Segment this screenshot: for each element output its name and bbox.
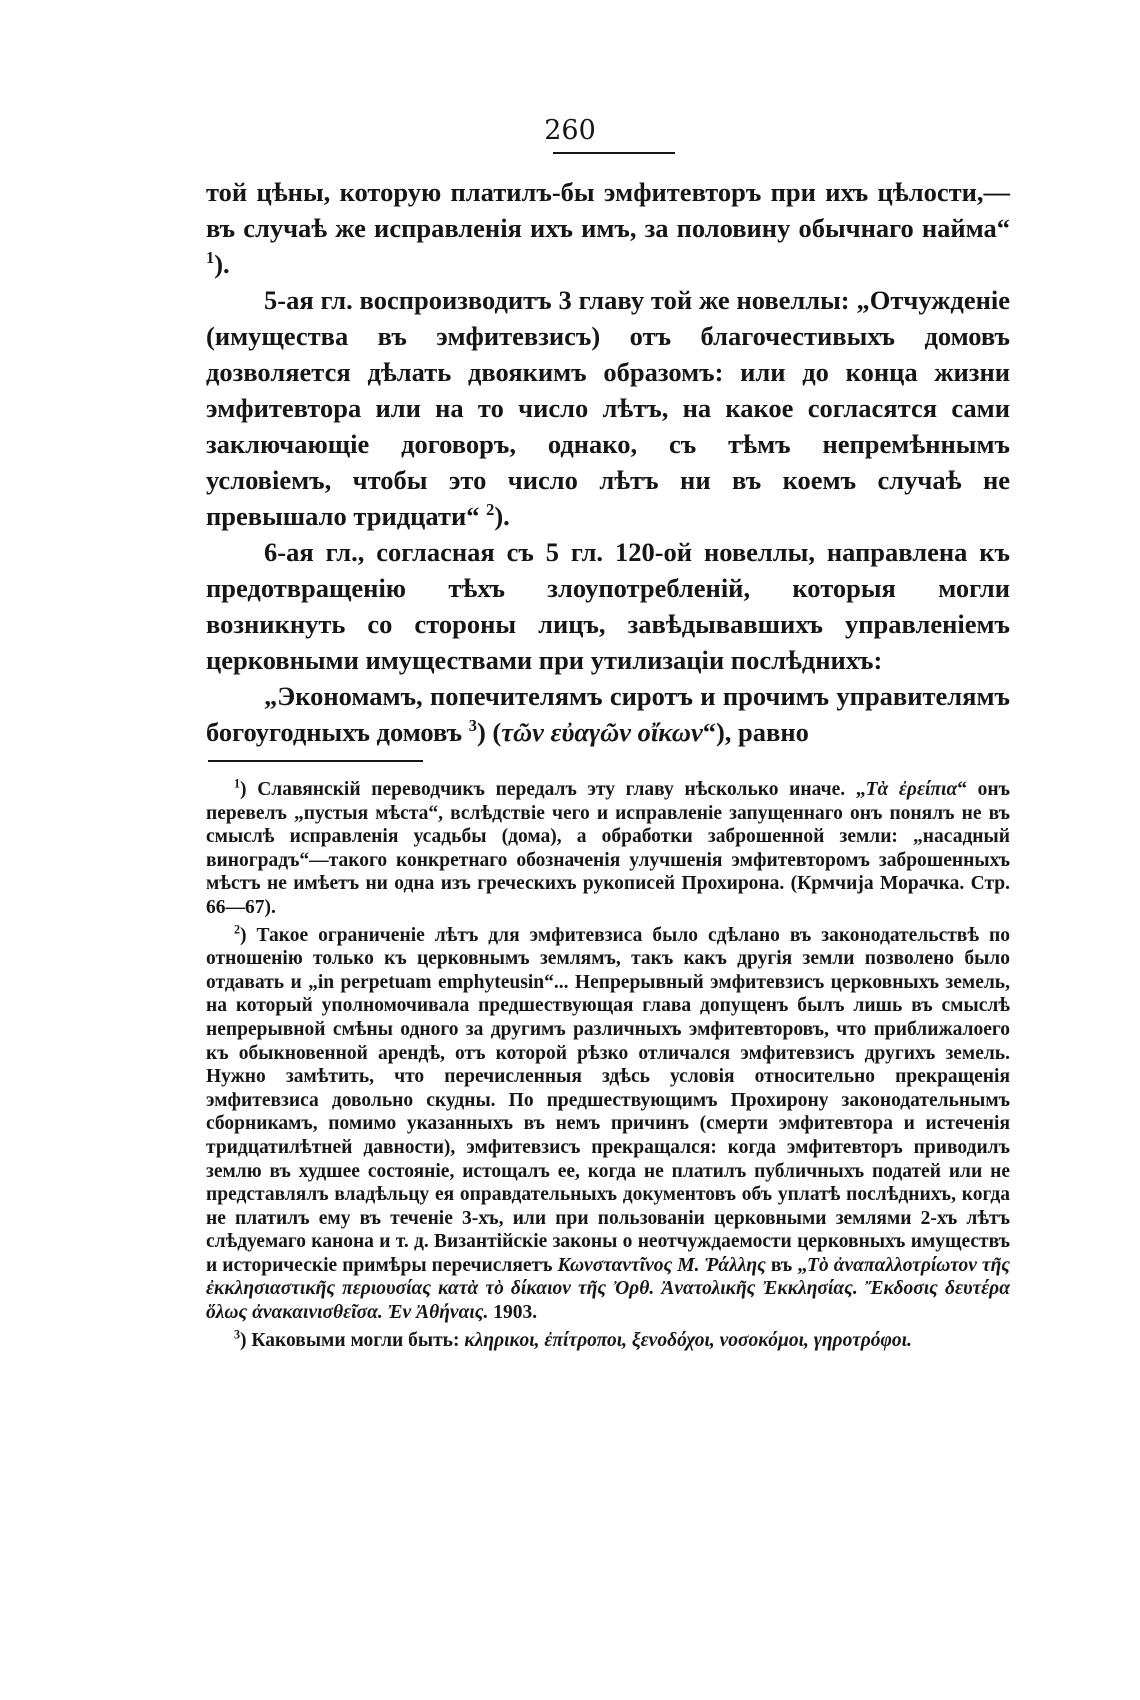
footnote-1-text-a: ) Славянскій переводчикъ передалъ эту главу нѣсколько иначе. „ — [240, 779, 866, 800]
footnote-ref-1: 1 — [206, 248, 215, 268]
footnote-1-mark: 1 — [234, 776, 241, 791]
footnote-1-greek: Τὰ ἐρείπια — [865, 779, 958, 800]
paragraph-2 — [206, 282, 1010, 534]
footnote-ref-3: 3 — [468, 716, 477, 736]
paragraph-4-mid: ) ( — [476, 717, 502, 747]
page-number: 260 — [544, 115, 596, 146]
paragraph-4-text: „Экономамъ, попечителямъ сиротъ и прочимъ управителямъ богоугодныхъ домовъ — [206, 681, 1010, 747]
footnote-3-mark: 3 — [234, 1327, 241, 1342]
footnote-2-text: ) Такое ограниченіе лѣтъ для эмфитевзиса было сдѣлано въ законодательствѣ по отношенію только къ церковнымъ землямъ, такъ какъ другія земли позволено было отдавать и „in perpetuam emphyteusin“... Непрерывный эмфитевзисъ церковныхъ земель, на который уполномочивала предшествующая глава допущенъ былъ лишь въ смыслѣ непрерывной смѣны одного за другимъ различныхъ эмфитевторовъ, что приближалоего къ обыкновенной арендѣ, отъ которой рѣзко отличался эмфитевзисъ другихъ земель. Нужно замѣтить, что перечисленныя здѣсь условія относительно прекращенія эмфитевзиса довольно скудны. По предшествующимъ Прохирону законодательнымъ сборникамъ, помимо указанныхъ въ немъ причинъ (смерти эмфитевтора и истеченія тридцатилѣтней давности), эмфитевзисъ прекращался: когда эмфитевторъ приводилъ землю въ худшее состояніе, истощалъ ее, когда не платилъ публичныхъ податей или не представлялъ владѣльцу ея оправдательныхъ документовъ объ уплатѣ послѣднихъ, когда не платилъ ему въ теченіе 3-хъ, или при пользованіи церковными землями 2-хъ лѣтъ слѣдуемаго канона и т. д. Византійскіе законы о неотчуждаемости церковныхъ имуществъ и историческіе примѣры перечисляетъ — [206, 924, 1010, 1276]
paragraph-4 — [206, 678, 1010, 750]
main-text — [206, 174, 1010, 750]
paragraph-3: 6-ая гл., согласная съ 5 гл. 120-ой новеллы, направлена къ предотвращенію тѣхъ злоупотребленій, которыя могли возникнуть со стороны лицъ, завѣдывавшихъ управленіемъ церковными имуществами при утилизаціи послѣднихъ: — [206, 537, 1010, 675]
paragraph-1 — [206, 174, 1010, 282]
footnote-ref-2: 2 — [486, 500, 495, 520]
paragraph-4-greek: τῶν εὐαγῶν οἴκων — [501, 717, 703, 747]
footnote-1 — [206, 778, 1010, 920]
page-number-rule — [553, 152, 675, 154]
paragraph-2-text: 5-ая гл. воспроизводитъ 3 главу той же новеллы: „Отчужденіе (имущества въ эмфитевзисъ) отъ благочестивыхъ домовъ дозволяется дѣлать двоякимъ образомъ: или до конца жизни эмфитевтора или на то число лѣтъ, на какое согласятся сами заключающіе договоръ, однако, съ тѣмъ непремѣннымъ условіемъ, чтобы это число лѣтъ ни въ коемъ случаѣ не превышало тридцати“ — [206, 285, 1010, 531]
footnote-2-author: Κωνσταντῖνος Μ. Ῥάλλης — [557, 1254, 766, 1276]
footnote-3-text: ) Каковыми могли быть: — [240, 1329, 465, 1351]
footnote-3 — [206, 1329, 1010, 1353]
paragraph-1-end: ). — [214, 249, 230, 279]
paragraph-1-text: той цѣны, которую платилъ-бы эмфитевторъ при ихъ цѣлости,—въ случаѣ же исправленія ихъ имъ, за половину обычнаго найма“ — [206, 177, 1010, 243]
paragraph-2-end: ). — [494, 501, 510, 531]
footnote-1-text-b: “ онъ перевелъ „пустыя мѣста“, вслѣдствіе чего и исправленіе запущеннаго онъ понялъ не въ смыслѣ исправленія усадьбы (дома), а обработки заброшенной земли: „насадный виноградъ“—такого конкретнаго обозначенія улучшенія эмфитевторомъ заброшенныхъ мѣстъ не имѣетъ ни одна изъ греческихъ рукописей Прохирона. (Крмчија Морачка. Стр. 66—67). — [206, 779, 1011, 918]
footnote-separator — [208, 760, 423, 762]
footnote-2-title: Τὸ ἀναπαλλοτρίωτον τῆς ἐκκλησιαστικῆς περιουσίας κατὰ τὸ δίκαιον τῆς Ὀρθ. Ἀνατολικῆς Ἐκκλησίας. Ἔκδοσις δευτέρα ὅλως ἀνακαινισθεῖσα. Ἐν Ἀθήναις. — [206, 1254, 1010, 1324]
footnote-2-year: 1903. — [488, 1302, 538, 1324]
footnote-2 — [206, 924, 1010, 1325]
footnote-3-greek: κληρικοι, ἐπίτροποι, ξενοδόχοι, νοσοκόμοι, γηροτρόφοι. — [464, 1329, 912, 1351]
footnote-2-mid: въ „ — [765, 1254, 808, 1276]
paragraph-4-end: “), равно — [702, 717, 809, 747]
footnote-2-mark: 2 — [234, 922, 241, 937]
footnotes — [206, 778, 1010, 1352]
